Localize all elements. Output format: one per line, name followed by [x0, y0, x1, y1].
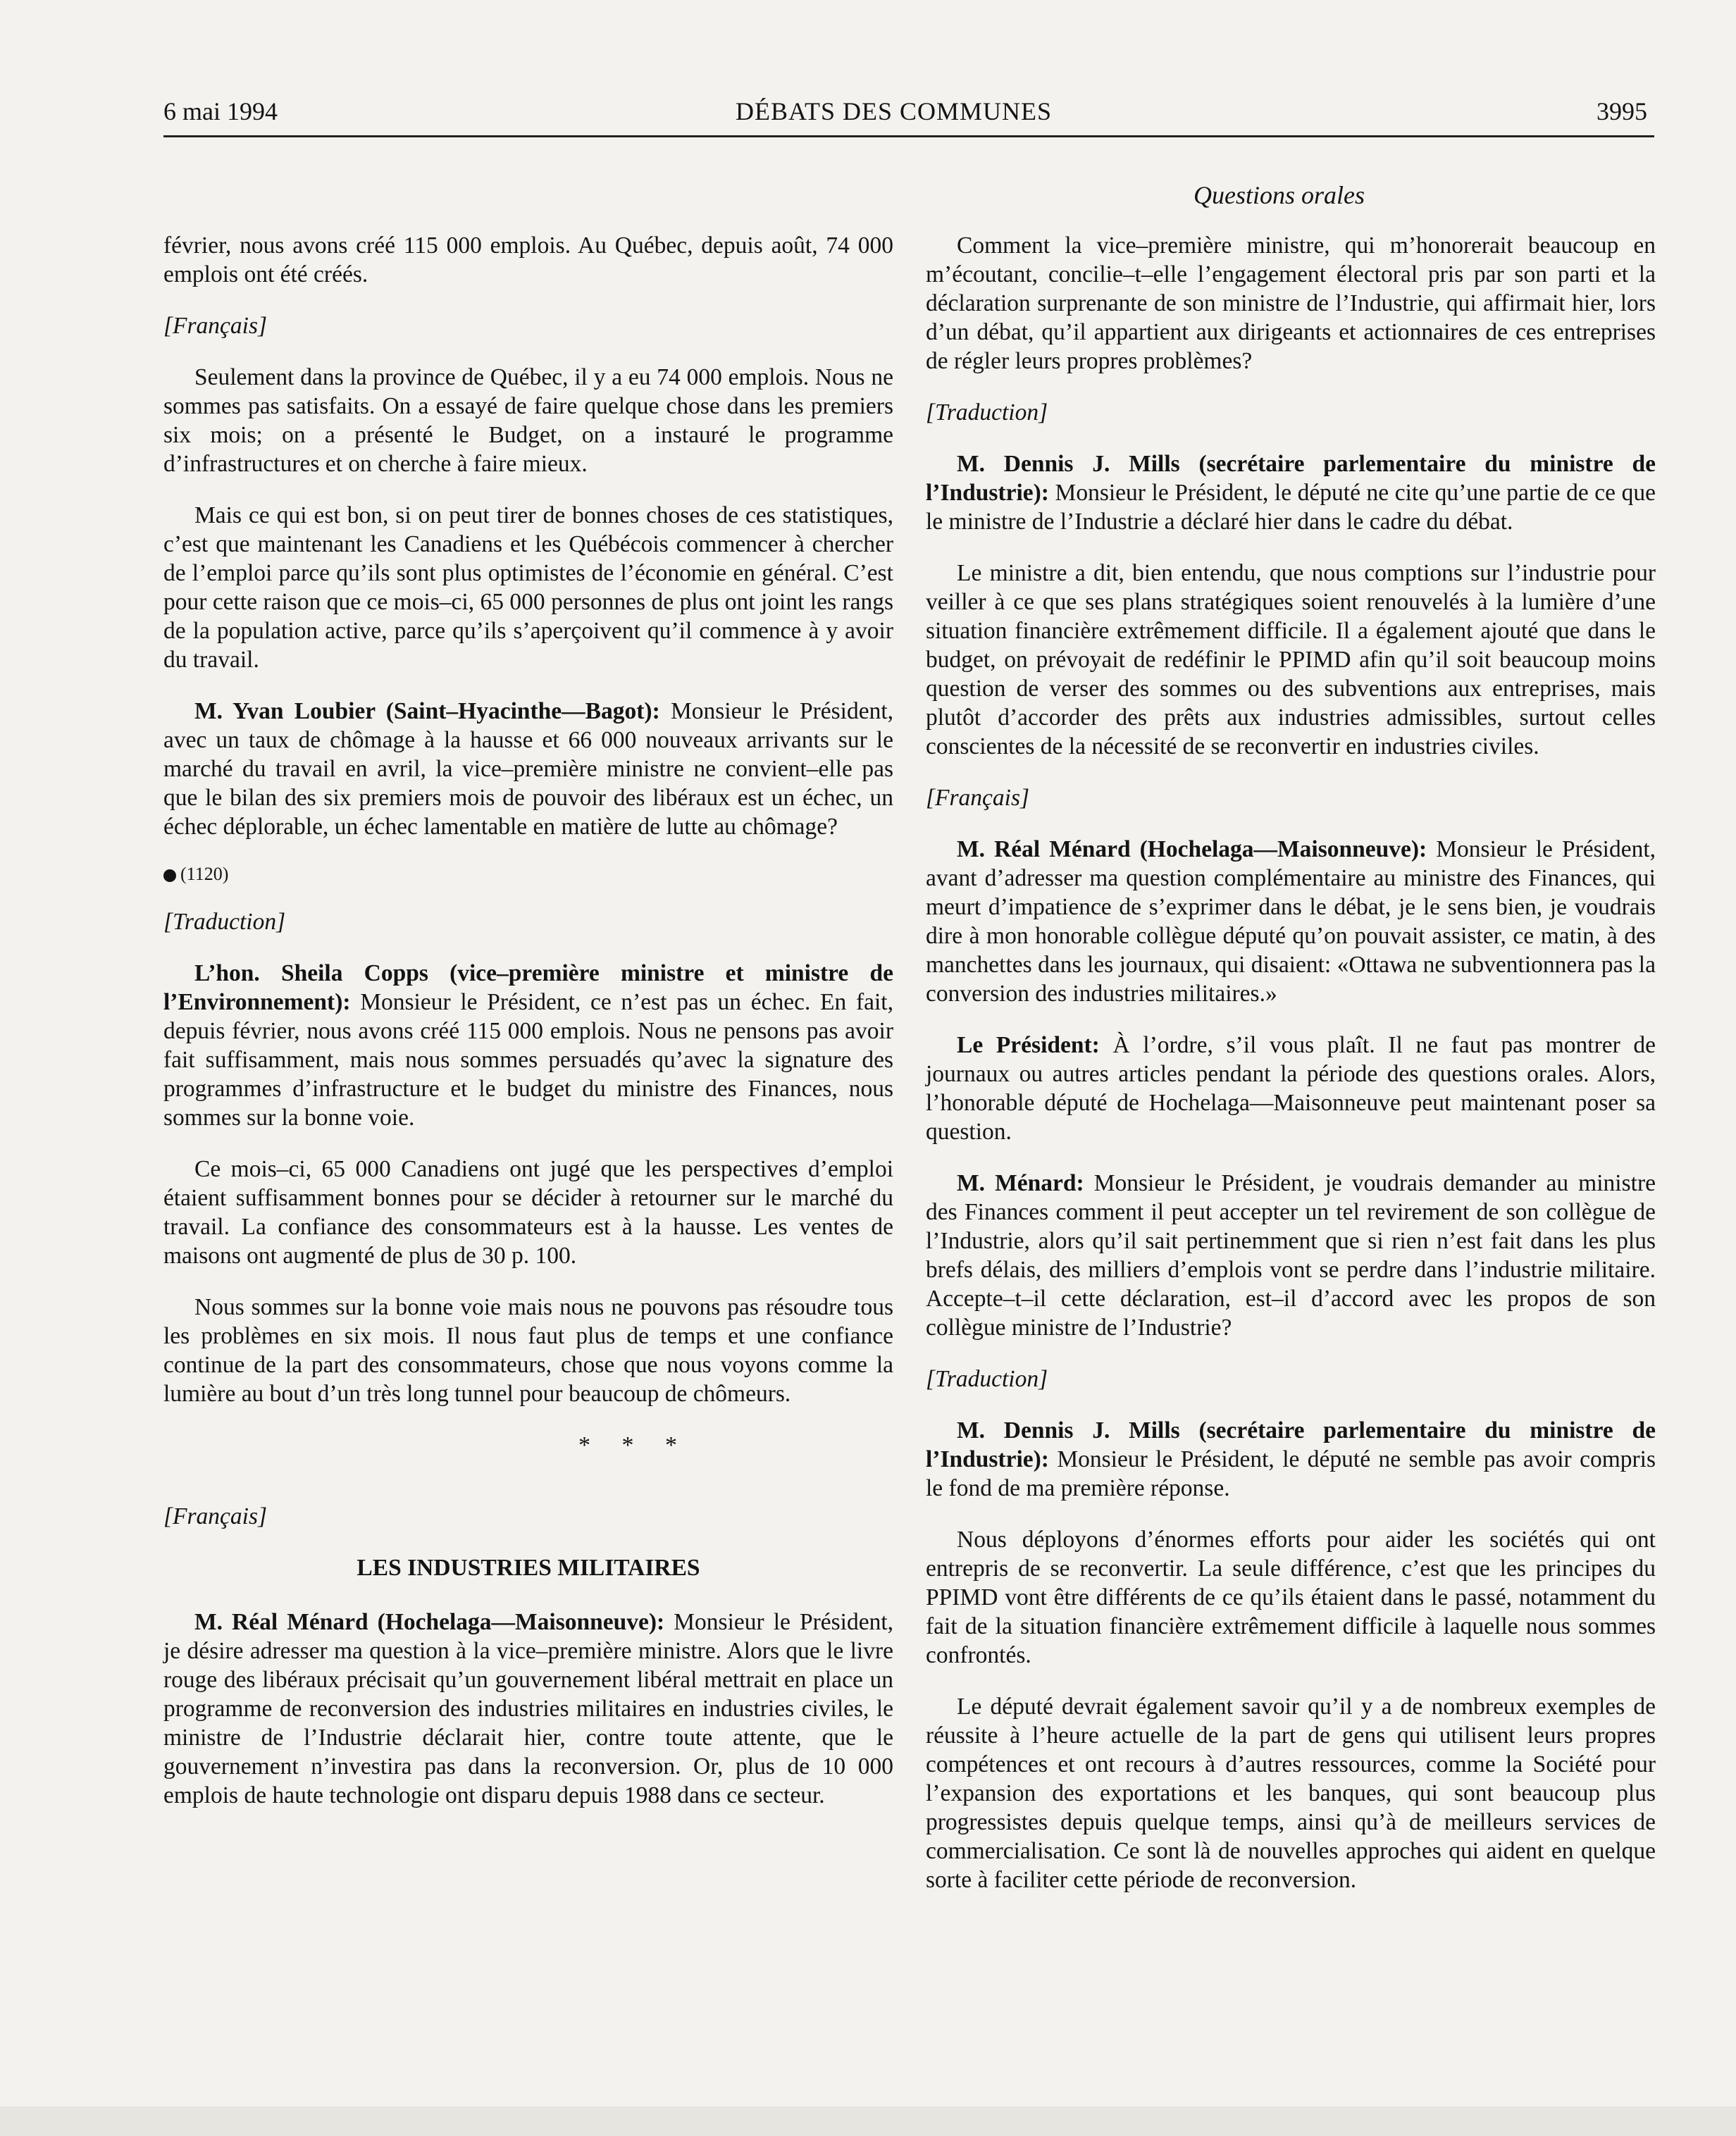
language-tag: [Français]	[163, 313, 268, 339]
speech-paragraph	[926, 1416, 1656, 1503]
speaker-name: M. Ménard:	[957, 1170, 1084, 1196]
speech-paragraph	[926, 835, 1656, 1008]
running-head: Questions orales	[1194, 181, 1365, 209]
bullet-icon	[163, 869, 176, 882]
right-column	[926, 231, 1656, 1917]
scan-bottom-edge	[0, 2106, 1736, 2136]
speech-paragraph	[163, 1608, 893, 1810]
speech-paragraph	[163, 697, 893, 841]
speech-text: À l’ordre, s’il vous plaît. Il ne faut pas montrer de journaux ou autres articles pendant la période des questions orales. Alors, l’honorable député de Hochelaga—Maisonneuve peut maintenant poser sa question.	[926, 1032, 1656, 1145]
speaker-name: Le Président:	[957, 1032, 1100, 1058]
speech-text: Monsieur le Président, je voudrais demander au ministre des Finances comment il peut accepter un tel revirement de son collègue de l’Industrie, alors qu’il sait pertinemment que si rien n’est fait dans les plus brefs délais, des milliers d’emplois vont se perdre dans l’industrie militaire. Accepte–t–il cette déclaration, est–il d’accord avec les propos de son collègue ministre de l’Industrie?	[926, 1170, 1656, 1341]
paragraph: Ce mois–ci, 65 000 Canadiens ont jugé que les perspectives d’emploi étaient suffisamment bonnes pour se décider à retourner sur le marché du travail. La confiance des consommateurs est à la hausse. Les ventes de maisons ont augmenté de plus de 30 p. 100.	[163, 1156, 893, 1269]
paragraph: Mais ce qui est bon, si on peut tirer de bonnes choses de ces statistiques, c’est que maintenant les Canadiens et les Québécois commencer à chercher de l’emploi parce qu’ils sont plus optimistes de l’économie en général. C’est pour cette raison que ce mois–ci, 65 000 personnes de plus ont joint les rangs de la population active, parce qu’ils s’aperçoivent qu’il commence à y avoir du travail.	[163, 502, 893, 673]
speech-paragraph	[926, 1031, 1656, 1146]
header-page-number: 3995	[1596, 97, 1647, 125]
speaker-name: M. Réal Ménard (Hochelaga—Maisonneuve):	[194, 1609, 665, 1635]
language-tag: [Français]	[163, 1503, 268, 1529]
time-stamp	[163, 864, 893, 885]
speaker-name: M. Yvan Loubier (Saint–Hyacinthe—Bagot):	[194, 698, 660, 724]
time-stamp-text: (1120)	[180, 864, 229, 884]
paragraph: Le ministre a dit, bien entendu, que nous comptions sur l’industrie pour veiller à ce que ses plans stratégiques soient renouvelés à la lumière d’une situation financière extrêmement difficile. Il a également ajouté que dans le budget, on prévoyait de redéfinir le PPIMD afin qu’il soit beaucoup moins question de verser des sommes ou des subventions aux entreprises, mais plutôt d’accorder des prêts aux industries admissibles, surtout celles conscientes de la nécessité de se reconvertir en industries civiles.	[926, 560, 1656, 759]
section-heading: LES INDUSTRIES MILITAIRES	[356, 1555, 700, 1581]
paragraph: Comment la vice–première ministre, qui m’honorerait beaucoup en m’écoutant, concilie–t–elle l’engagement électoral pris par son parti et la déclaration surprenante de son ministre de l’Industrie, qui affirmait hier, lors d’un débat, qu’il appartient aux dirigeants et actionnaires de ces entreprises de régler leurs propres problèmes?	[926, 232, 1656, 374]
speaker-name: M. Dennis J. Mills (secrétaire parlementaire du ministre de l’Industrie):	[926, 451, 1656, 506]
language-tag: [Traduction]	[926, 399, 1048, 426]
speech-text: Monsieur le Président, ce n’est pas un échec. En fait, depuis février, nous avons créé 115 000 emplois. Nous ne pensons pas avoir fait suffisamment, mais nous sommes persuadés qu’avec la signature des programmes d’infrastructure et le budget du ministre des Finances, nous sommes sur la bonne voie.	[163, 989, 893, 1131]
speech-paragraph	[926, 1169, 1656, 1342]
paragraph: février, nous avons créé 115 000 emplois. Au Québec, depuis août, 74 000 emplois ont été créés.	[163, 232, 893, 287]
speaker-name: M. Dennis J. Mills (secrétaire parlementaire du ministre de l’Industrie):	[926, 1417, 1656, 1472]
language-tag: [Traduction]	[926, 1366, 1048, 1392]
header-rule	[163, 135, 1654, 137]
speech-text: Monsieur le Président, avec un taux de chômage à la hausse et 66 000 nouveaux arrivants sur le marché du travail en avril, la vice–première ministre ne convient–elle pas que le bilan des six premiers mois de pouvoir des libéraux est un échec, un échec déplorable, un échec lamentable en matière de lutte au chômage?	[163, 698, 894, 840]
paragraph: Nous déployons d’énormes efforts pour aider les sociétés qui ont entrepris de se reconvertir. La seule différence, c’est que les principes du PPIMD vont être différents de ce qu’ils étaient dans le passé, notamment du fait de la situation financière extrêmement difficile à laquelle nous sommes confrontés.	[926, 1527, 1656, 1668]
speaker-name: L’hon. Sheila Copps (vice–première ministre et ministre de l’Environnement):	[163, 960, 893, 1015]
speech-text: Monsieur le Président, le député ne semble pas avoir compris le fond de ma première réponse.	[926, 1446, 1656, 1501]
header-date: 6 mai 1994	[163, 97, 278, 125]
speaker-name: M. Réal Ménard (Hochelaga—Maisonneuve):	[957, 836, 1427, 862]
header-title: DÉBATS DES COMMUNES	[736, 97, 1053, 125]
paragraph: Le député devrait également savoir qu’il y a de nombreux exemples de réussite à l’heure actuelle de la part de gens qui utilisent leurs propres compétences et ont recours à d’autres ressources, comme la Société pour l’expansion des exportations et les banques, qui sont beaucoup plus progressistes depuis quelque temps, ainsi qu’à de meilleurs services de commercialisation. Ce sont là de nouvelles approches qui aident en quelque sorte à faciliter cette période de reconversion.	[926, 1694, 1656, 1893]
left-column	[163, 231, 893, 1832]
speech-text: Monsieur le Président, avant d’adresser ma question complémentaire au ministre des Finances, qui meurt d’impatience de s’exprimer dans le débat, je le sens bien, je voudrais dire à mon honorable collègue député qu’on pouvait assister, ce matin, à des manchettes dans les journaux, qui disaient: «Ottawa ne subventionnera pas la conversion des industries militaires.»	[926, 836, 1656, 1007]
speech-text: Monsieur le Président, je désire adresser ma question à la vice–première ministre. Alors que le livre rouge des libéraux précisait qu’un gouvernement libéral mettrait en place un programme de reconversion des industries militaires en industries civiles, le ministre de l’Industrie déclarait hier, contre toute attente, que le gouvernement n’investira pas dans la reconversion. Or, plus de 10 000 emplois de haute technologie ont disparu depuis 1988 dans ce secteur.	[163, 1609, 894, 1808]
section-separator: * * *	[578, 1432, 690, 1458]
language-tag: [Traduction]	[163, 909, 286, 935]
paragraph: Nous sommes sur la bonne voie mais nous ne pouvons pas résoudre tous les problèmes en six mois. Il nous faut plus de temps et une confiance continue de la part des consommateurs, chose que nous voyons comme la lumière au bout d’un très long tunnel pour beaucoup de chômeurs.	[163, 1294, 893, 1407]
speech-text: Monsieur le Président, le député ne cite qu’une partie de ce que le ministre de l’Industrie a déclaré hier dans le cadre du débat.	[926, 480, 1656, 535]
paragraph: Seulement dans la province de Québec, il y a eu 74 000 emplois. Nous ne sommes pas satisfaits. On a essayé de faire quelque chose dans les premiers six mois; on a présenté le Budget, on a instauré le programme d’infrastructures et on cherche à faire mieux.	[163, 364, 893, 477]
speech-paragraph	[163, 959, 893, 1132]
language-tag: [Français]	[926, 785, 1030, 811]
speech-paragraph	[926, 449, 1656, 536]
